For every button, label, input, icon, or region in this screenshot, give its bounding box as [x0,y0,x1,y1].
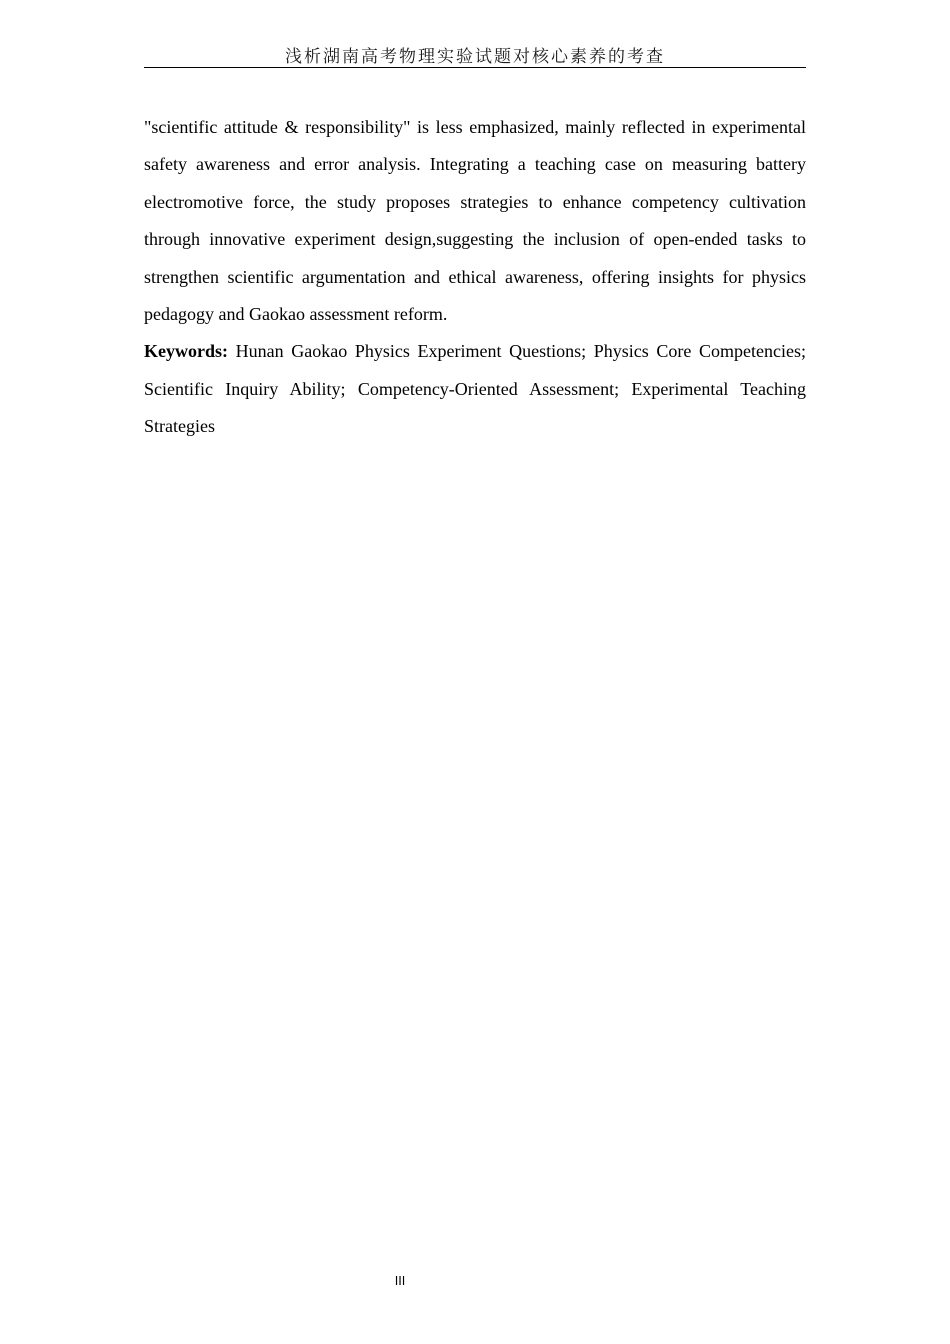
abstract-body [144,109,806,446]
keywords-text: Hunan Gaokao Physics Experiment Questions; Physics Core Competencies; Scientific Inquiry Ability; Competency-Oriented Assessment; Experimental Teaching Strategies [144,341,807,437]
page-number: III [394,1274,406,1288]
header-title: 浅析湖南高考物理实验试题对核心素养的考查 [285,47,665,67]
keywords-paragraph [144,333,806,445]
running-header [144,44,806,68]
abstract-paragraph: "scientific attitude & responsibility" is less emphasized, mainly reflected in experimental safety awareness and error analysis. Integrating a teaching case on measuring battery electromotive force, the study proposes strategies to enhance competency cultivation through innovative experiment design,suggesting the inclusion of open-ended tasks to strengthen scientific argumentation and ethical awareness, offering insights for physics pedagogy and Gaokao assessment reform. [144,117,806,325]
keywords-label: Keywords: [144,341,228,362]
